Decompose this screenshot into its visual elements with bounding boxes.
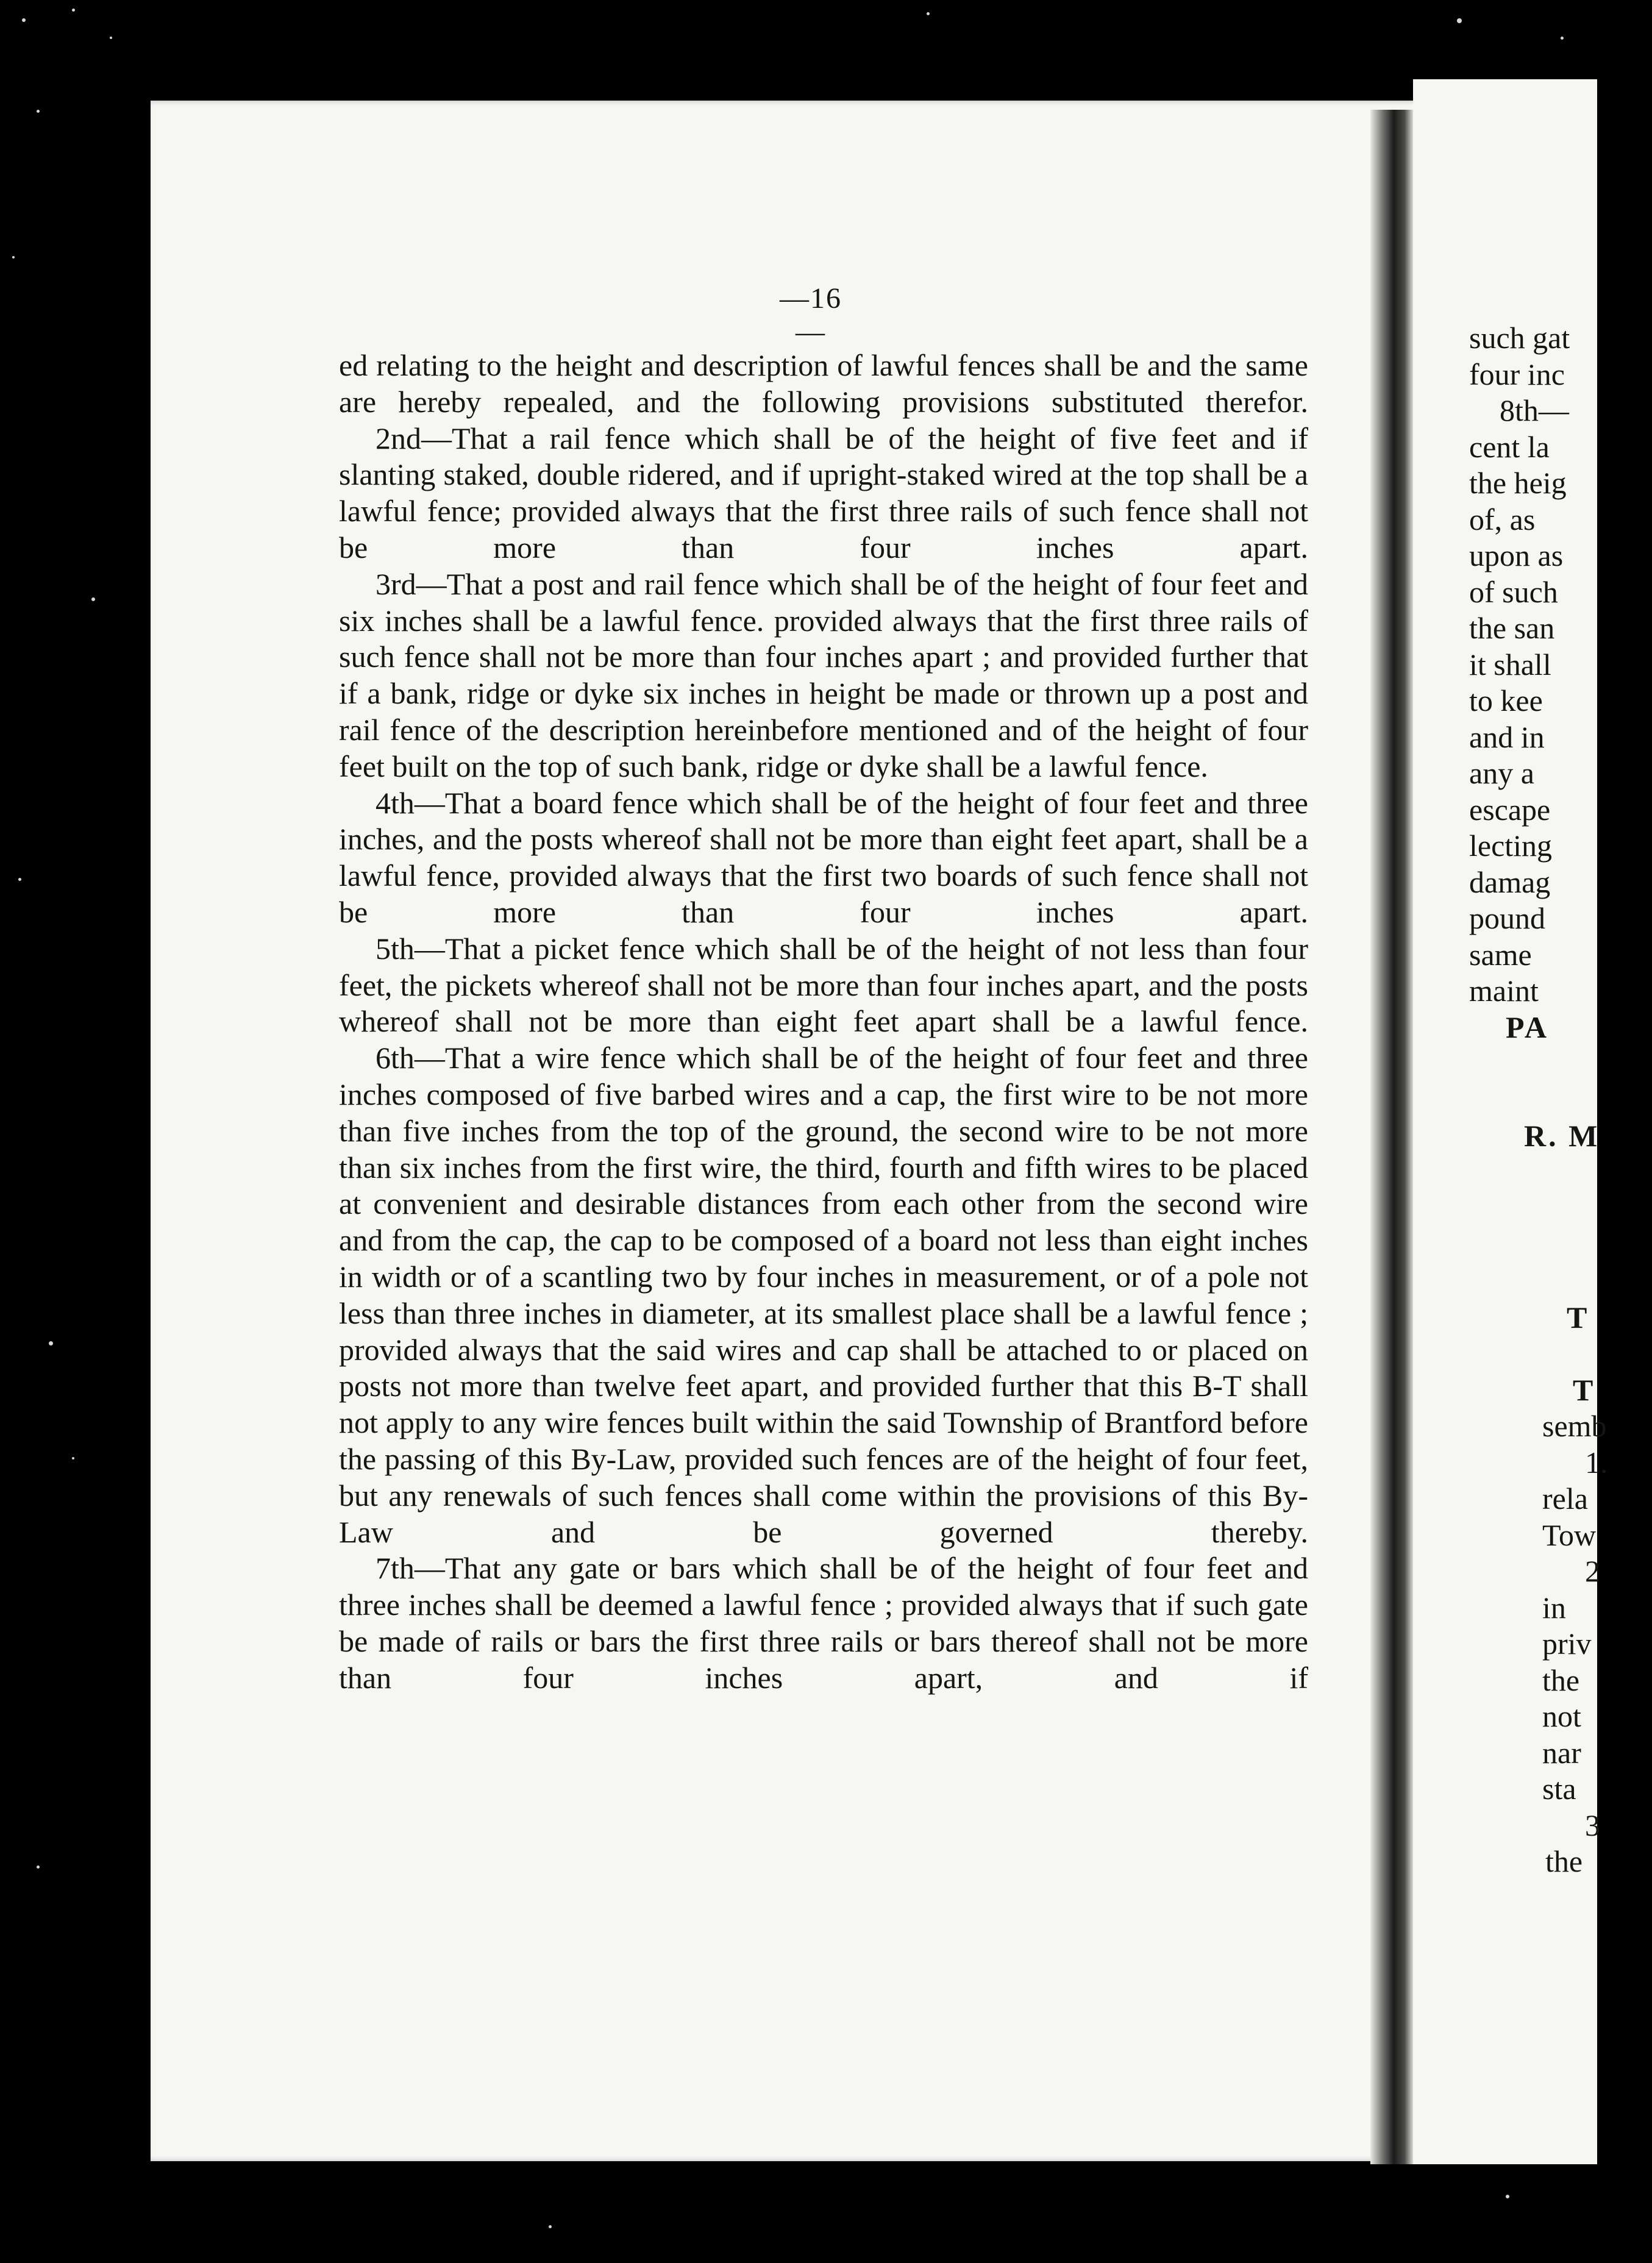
page-number: —16— [780, 282, 842, 348]
right-page-text [1469, 320, 1652, 1880]
right-line: the [1545, 1844, 1583, 1878]
right-line: R. M [1524, 1119, 1600, 1153]
right-line: it shall [1469, 647, 1551, 682]
right-line: pound [1469, 901, 1545, 935]
right-line: four inc [1469, 357, 1565, 391]
right-line: 1. [1585, 1445, 1608, 1480]
book-gutter [1370, 110, 1413, 2164]
right-line: to kee [1469, 683, 1543, 718]
right-line: maint [1469, 974, 1539, 1008]
right-line: 8th— [1500, 393, 1569, 427]
right-line: upon as [1469, 538, 1564, 572]
right-line: rela [1542, 1481, 1588, 1516]
right-line: escape [1469, 792, 1551, 827]
right-line: not [1542, 1699, 1581, 1733]
paragraph-7th: 7th—That any gate or bars which shall be of the height of four feet and three inches shall be deemed a lawful fence ; provided always that if such gate be made of rails or bars the first three rails or bars thereof shall not be more than four inches apart, and if [339, 1551, 1308, 1695]
right-line: any a [1469, 756, 1534, 790]
right-line [1469, 1082, 1652, 1119]
paragraph-intro: ed relating to the height and description of lawful fences shall be and the same are hereby repealed, and the following provisions substituted therefor. [339, 348, 1308, 419]
paragraph-4th: 4th—That a board fence which shall be of the height of four feet and three inches, and the posts whereof shall not be more than eight feet apart, shall be a lawful fence, provided always that the first two boards of such fence shall not be more than four inches apart. [339, 785, 1308, 929]
right-line: and in [1469, 719, 1545, 754]
right-line: nar [1542, 1735, 1581, 1770]
right-line [1469, 1155, 1652, 1191]
right-line: sta [1542, 1772, 1576, 1806]
right-line: priv [1542, 1627, 1592, 1661]
right-line: PA [1506, 1010, 1549, 1044]
right-line: semb [1542, 1409, 1607, 1443]
paragraph-5th: 5th—That a picket fence which shall be of the height of not less than four feet, the pickets whereof shall not be more than four inches apart, and the posts whereof shall not be more than eight feet apart shall be a lawful fence. [339, 931, 1308, 1039]
right-line: of such [1469, 574, 1558, 609]
right-line [1469, 1046, 1652, 1082]
right-line: cent la [1469, 429, 1550, 464]
right-line: same [1469, 937, 1532, 972]
paragraph-6th: 6th—That a wire fence which shall be of the height of four feet and three inches composed of five barbed wires and a cap, the first wire to be not more than five inches from the top of the ground, the second wire to be not more than six inches from the first wire, the third, fourth and fifth wires to be placed at convenient and desirable distances from each other from the second wire and from the cap, the cap to be composed of a board not less than eight inches in width or of a scantling two by four inches in measurement, or of a pole not less than three inches in diameter, at its smallest place shall be a lawful fence ; provided always that the said wires and cap shall be attached to or placed on posts not more than twelve feet apart, and provided further that this B-T shall not apply to any wire fences built within the said Township of Brantford before the passing of this By-Law, provided such fences are of the height of four feet, but any renewals of such fences shall come within the provisions of this By-Law and be governed thereby. [339, 1041, 1308, 1549]
right-line [1469, 1263, 1652, 1300]
right-line: of, as [1469, 502, 1536, 536]
right-line [1469, 1227, 1652, 1264]
right-line [1469, 1336, 1652, 1372]
paragraph-3rd: 3rd—That a post and rail fence which shall be of the height of four feet and six inches shall be a lawful fence. provided always that the first three rails of such fence shall not be more than four inches apart ; and provided further that if a bank, ridge or dyke six inches in height be made or thrown up a post and rail fence of the description hereinbefore mentioned and of the height of four feet built on the top of such bank, ridge or dyke shall be a lawful fence. [339, 566, 1308, 783]
right-line: such gat [1469, 321, 1570, 355]
right-line: the [1542, 1663, 1580, 1697]
right-line: lecting [1469, 829, 1553, 863]
right-line: 2 [1585, 1554, 1600, 1588]
right-line: the san [1469, 611, 1555, 645]
right-line: T [1573, 1372, 1596, 1407]
right-line: 3 [1585, 1808, 1600, 1842]
right-line [1469, 1191, 1652, 1227]
right-line: Tow [1542, 1517, 1597, 1552]
right-line: in [1542, 1590, 1566, 1625]
right-line: damag [1469, 864, 1551, 899]
main-text-block [339, 347, 1308, 1696]
paragraph-2nd: 2nd—That a rail fence which shall be of the height of five feet and if slanting staked, double ridered, and if upright-staked wired at the top shall be a lawful fence; provided always that the first three rails of such fence shall not be more than four inches apart. [339, 421, 1308, 565]
right-line: the heig [1469, 466, 1567, 500]
right-line: T [1567, 1300, 1590, 1335]
